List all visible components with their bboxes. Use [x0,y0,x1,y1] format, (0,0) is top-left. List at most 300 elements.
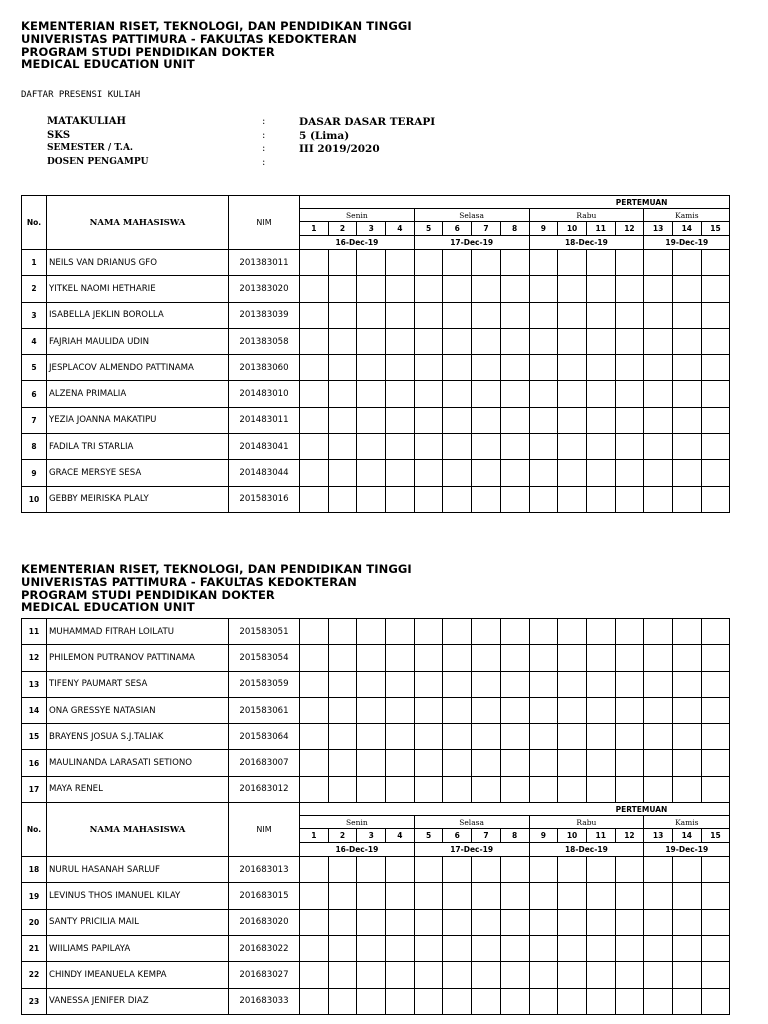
attendance-cell[interactable] [472,434,501,460]
attendance-cell[interactable] [644,381,673,407]
attendance-cell[interactable] [414,962,443,988]
attendance-cell[interactable] [386,355,415,381]
attendance-cell[interactable] [300,962,329,988]
attendance-cell[interactable] [472,724,501,750]
attendance-cell[interactable] [357,355,386,381]
attendance-cell[interactable] [472,302,501,328]
attendance-cell[interactable] [672,935,701,961]
attendance-cell[interactable] [701,724,730,750]
attendance-cell[interactable] [529,645,558,671]
attendance-cell[interactable] [386,750,415,776]
attendance-cell[interactable] [443,724,472,750]
attendance-cell[interactable] [644,988,673,1014]
attendance-cell[interactable] [443,250,472,276]
attendance-cell[interactable] [586,250,615,276]
attendance-cell[interactable] [386,328,415,354]
attendance-cell[interactable] [386,302,415,328]
attendance-cell[interactable] [500,883,529,909]
attendance-cell[interactable] [672,724,701,750]
attendance-cell[interactable] [500,645,529,671]
attendance-cell[interactable] [300,460,329,486]
attendance-cell[interactable] [472,381,501,407]
attendance-cell[interactable] [644,328,673,354]
attendance-cell[interactable] [443,883,472,909]
attendance-cell[interactable] [701,909,730,935]
attendance-cell[interactable] [558,724,587,750]
attendance-cell[interactable] [529,988,558,1014]
attendance-cell[interactable] [558,962,587,988]
attendance-cell[interactable] [443,460,472,486]
attendance-cell[interactable] [558,750,587,776]
attendance-cell[interactable] [500,750,529,776]
attendance-cell[interactable] [328,697,357,723]
attendance-cell[interactable] [644,883,673,909]
attendance-cell[interactable] [357,434,386,460]
attendance-cell[interactable] [644,276,673,302]
attendance-cell[interactable] [414,434,443,460]
attendance-cell[interactable] [615,302,644,328]
attendance-cell[interactable] [328,460,357,486]
attendance-cell[interactable] [328,407,357,433]
attendance-cell[interactable] [414,250,443,276]
attendance-cell[interactable] [414,328,443,354]
attendance-cell[interactable] [300,909,329,935]
attendance-cell[interactable] [328,381,357,407]
attendance-cell[interactable] [443,355,472,381]
attendance-cell[interactable] [443,671,472,697]
attendance-cell[interactable] [672,355,701,381]
attendance-cell[interactable] [615,381,644,407]
attendance-cell[interactable] [472,355,501,381]
attendance-cell[interactable] [357,776,386,802]
attendance-cell[interactable] [558,460,587,486]
attendance-cell[interactable] [529,381,558,407]
attendance-cell[interactable] [300,434,329,460]
attendance-cell[interactable] [558,776,587,802]
attendance-cell[interactable] [300,645,329,671]
attendance-cell[interactable] [414,302,443,328]
attendance-cell[interactable] [672,697,701,723]
attendance-cell[interactable] [443,486,472,512]
attendance-cell[interactable] [328,962,357,988]
attendance-cell[interactable] [586,883,615,909]
attendance-cell[interactable] [586,776,615,802]
attendance-cell[interactable] [472,909,501,935]
attendance-cell[interactable] [701,935,730,961]
attendance-cell[interactable] [357,909,386,935]
attendance-cell[interactable] [672,776,701,802]
attendance-cell[interactable] [414,619,443,645]
attendance-cell[interactable] [644,857,673,883]
attendance-cell[interactable] [500,724,529,750]
attendance-cell[interactable] [300,935,329,961]
attendance-cell[interactable] [357,276,386,302]
attendance-cell[interactable] [529,328,558,354]
attendance-cell[interactable] [386,381,415,407]
attendance-cell[interactable] [672,250,701,276]
attendance-cell[interactable] [701,407,730,433]
attendance-cell[interactable] [701,302,730,328]
attendance-cell[interactable] [500,671,529,697]
attendance-cell[interactable] [500,619,529,645]
attendance-cell[interactable] [644,486,673,512]
attendance-cell[interactable] [558,909,587,935]
attendance-cell[interactable] [586,434,615,460]
attendance-cell[interactable] [500,407,529,433]
attendance-cell[interactable] [357,381,386,407]
attendance-cell[interactable] [300,750,329,776]
attendance-cell[interactable] [300,697,329,723]
attendance-cell[interactable] [472,935,501,961]
attendance-cell[interactable] [328,988,357,1014]
attendance-cell[interactable] [701,883,730,909]
attendance-cell[interactable] [357,460,386,486]
attendance-cell[interactable] [500,434,529,460]
attendance-cell[interactable] [586,460,615,486]
attendance-cell[interactable] [529,671,558,697]
attendance-cell[interactable] [414,381,443,407]
attendance-cell[interactable] [472,407,501,433]
attendance-cell[interactable] [701,776,730,802]
attendance-cell[interactable] [500,486,529,512]
attendance-cell[interactable] [529,776,558,802]
attendance-cell[interactable] [529,486,558,512]
attendance-cell[interactable] [300,857,329,883]
attendance-cell[interactable] [386,460,415,486]
attendance-cell[interactable] [529,909,558,935]
attendance-cell[interactable] [558,935,587,961]
attendance-cell[interactable] [500,935,529,961]
attendance-cell[interactable] [615,883,644,909]
attendance-cell[interactable] [300,776,329,802]
attendance-cell[interactable] [414,883,443,909]
attendance-cell[interactable] [443,857,472,883]
attendance-cell[interactable] [615,935,644,961]
attendance-cell[interactable] [414,407,443,433]
attendance-cell[interactable] [443,407,472,433]
attendance-cell[interactable] [357,302,386,328]
attendance-cell[interactable] [357,407,386,433]
attendance-cell[interactable] [300,724,329,750]
attendance-cell[interactable] [672,460,701,486]
attendance-cell[interactable] [357,328,386,354]
attendance-cell[interactable] [558,988,587,1014]
attendance-cell[interactable] [443,276,472,302]
attendance-cell[interactable] [644,619,673,645]
attendance-cell[interactable] [586,857,615,883]
attendance-cell[interactable] [586,697,615,723]
attendance-cell[interactable] [558,697,587,723]
attendance-cell[interactable] [615,776,644,802]
attendance-cell[interactable] [701,250,730,276]
attendance-cell[interactable] [529,883,558,909]
attendance-cell[interactable] [472,328,501,354]
attendance-cell[interactable] [615,407,644,433]
attendance-cell[interactable] [472,250,501,276]
attendance-cell[interactable] [443,434,472,460]
attendance-cell[interactable] [586,671,615,697]
attendance-cell[interactable] [386,962,415,988]
attendance-cell[interactable] [328,671,357,697]
attendance-cell[interactable] [529,407,558,433]
attendance-cell[interactable] [672,276,701,302]
attendance-cell[interactable] [472,776,501,802]
attendance-cell[interactable] [529,250,558,276]
attendance-cell[interactable] [529,962,558,988]
attendance-cell[interactable] [558,407,587,433]
attendance-cell[interactable] [586,302,615,328]
attendance-cell[interactable] [615,276,644,302]
attendance-cell[interactable] [615,750,644,776]
attendance-cell[interactable] [644,750,673,776]
attendance-cell[interactable] [443,750,472,776]
attendance-cell[interactable] [500,857,529,883]
attendance-cell[interactable] [558,381,587,407]
attendance-cell[interactable] [615,909,644,935]
attendance-cell[interactable] [500,460,529,486]
attendance-cell[interactable] [300,355,329,381]
attendance-cell[interactable] [586,355,615,381]
attendance-cell[interactable] [672,486,701,512]
attendance-cell[interactable] [701,355,730,381]
attendance-cell[interactable] [701,962,730,988]
attendance-cell[interactable] [414,276,443,302]
attendance-cell[interactable] [558,328,587,354]
attendance-cell[interactable] [357,962,386,988]
attendance-cell[interactable] [701,276,730,302]
attendance-cell[interactable] [414,935,443,961]
attendance-cell[interactable] [529,935,558,961]
attendance-cell[interactable] [672,302,701,328]
attendance-cell[interactable] [701,619,730,645]
attendance-cell[interactable] [586,645,615,671]
attendance-cell[interactable] [615,962,644,988]
attendance-cell[interactable] [672,988,701,1014]
attendance-cell[interactable] [328,857,357,883]
attendance-cell[interactable] [644,407,673,433]
attendance-cell[interactable] [328,619,357,645]
attendance-cell[interactable] [386,724,415,750]
attendance-cell[interactable] [586,962,615,988]
attendance-cell[interactable] [701,988,730,1014]
attendance-cell[interactable] [328,645,357,671]
attendance-cell[interactable] [443,697,472,723]
attendance-cell[interactable] [386,486,415,512]
attendance-cell[interactable] [328,355,357,381]
attendance-cell[interactable] [300,302,329,328]
attendance-cell[interactable] [701,486,730,512]
attendance-cell[interactable] [558,883,587,909]
attendance-cell[interactable] [558,486,587,512]
attendance-cell[interactable] [328,935,357,961]
attendance-cell[interactable] [644,697,673,723]
attendance-cell[interactable] [300,619,329,645]
attendance-cell[interactable] [328,434,357,460]
attendance-cell[interactable] [472,962,501,988]
attendance-cell[interactable] [529,857,558,883]
attendance-cell[interactable] [300,276,329,302]
attendance-cell[interactable] [672,909,701,935]
attendance-cell[interactable] [672,750,701,776]
attendance-cell[interactable] [586,328,615,354]
attendance-cell[interactable] [529,724,558,750]
attendance-cell[interactable] [414,460,443,486]
attendance-cell[interactable] [644,645,673,671]
attendance-cell[interactable] [300,407,329,433]
attendance-cell[interactable] [558,250,587,276]
attendance-cell[interactable] [586,276,615,302]
attendance-cell[interactable] [328,883,357,909]
attendance-cell[interactable] [644,776,673,802]
attendance-cell[interactable] [328,750,357,776]
attendance-cell[interactable] [300,328,329,354]
attendance-cell[interactable] [558,857,587,883]
attendance-cell[interactable] [443,302,472,328]
attendance-cell[interactable] [615,486,644,512]
attendance-cell[interactable] [615,645,644,671]
attendance-cell[interactable] [472,486,501,512]
attendance-cell[interactable] [615,619,644,645]
attendance-cell[interactable] [414,776,443,802]
attendance-cell[interactable] [615,724,644,750]
attendance-cell[interactable] [701,697,730,723]
attendance-cell[interactable] [672,328,701,354]
attendance-cell[interactable] [558,645,587,671]
attendance-cell[interactable] [472,619,501,645]
attendance-cell[interactable] [529,355,558,381]
attendance-cell[interactable] [586,407,615,433]
attendance-cell[interactable] [443,328,472,354]
attendance-cell[interactable] [443,776,472,802]
attendance-cell[interactable] [300,988,329,1014]
attendance-cell[interactable] [558,276,587,302]
attendance-cell[interactable] [443,381,472,407]
attendance-cell[interactable] [615,328,644,354]
attendance-cell[interactable] [300,671,329,697]
attendance-cell[interactable] [386,988,415,1014]
attendance-cell[interactable] [500,909,529,935]
attendance-cell[interactable] [586,486,615,512]
attendance-cell[interactable] [500,302,529,328]
attendance-cell[interactable] [615,355,644,381]
attendance-cell[interactable] [644,434,673,460]
attendance-cell[interactable] [586,909,615,935]
attendance-cell[interactable] [672,962,701,988]
attendance-cell[interactable] [472,671,501,697]
attendance-cell[interactable] [672,671,701,697]
attendance-cell[interactable] [672,381,701,407]
attendance-cell[interactable] [615,857,644,883]
attendance-cell[interactable] [414,645,443,671]
attendance-cell[interactable] [414,355,443,381]
attendance-cell[interactable] [586,619,615,645]
attendance-cell[interactable] [357,697,386,723]
attendance-cell[interactable] [472,883,501,909]
attendance-cell[interactable] [357,857,386,883]
attendance-cell[interactable] [529,302,558,328]
attendance-cell[interactable] [701,857,730,883]
attendance-cell[interactable] [558,434,587,460]
attendance-cell[interactable] [472,460,501,486]
attendance-cell[interactable] [558,671,587,697]
attendance-cell[interactable] [672,645,701,671]
attendance-cell[interactable] [386,857,415,883]
attendance-cell[interactable] [386,883,415,909]
attendance-cell[interactable] [357,883,386,909]
attendance-cell[interactable] [586,381,615,407]
attendance-cell[interactable] [357,935,386,961]
attendance-cell[interactable] [500,962,529,988]
attendance-cell[interactable] [472,988,501,1014]
attendance-cell[interactable] [328,250,357,276]
attendance-cell[interactable] [443,909,472,935]
attendance-cell[interactable] [300,250,329,276]
attendance-cell[interactable] [644,935,673,961]
attendance-cell[interactable] [386,250,415,276]
attendance-cell[interactable] [615,988,644,1014]
attendance-cell[interactable] [328,486,357,512]
attendance-cell[interactable] [328,909,357,935]
attendance-cell[interactable] [328,276,357,302]
attendance-cell[interactable] [558,619,587,645]
attendance-cell[interactable] [644,355,673,381]
attendance-cell[interactable] [472,857,501,883]
attendance-cell[interactable] [414,857,443,883]
attendance-cell[interactable] [701,645,730,671]
attendance-cell[interactable] [386,645,415,671]
attendance-cell[interactable] [328,776,357,802]
attendance-cell[interactable] [414,671,443,697]
attendance-cell[interactable] [414,750,443,776]
attendance-cell[interactable] [644,671,673,697]
attendance-cell[interactable] [644,250,673,276]
attendance-cell[interactable] [644,962,673,988]
attendance-cell[interactable] [357,724,386,750]
attendance-cell[interactable] [357,671,386,697]
attendance-cell[interactable] [644,909,673,935]
attendance-cell[interactable] [500,328,529,354]
attendance-cell[interactable] [500,697,529,723]
attendance-cell[interactable] [386,407,415,433]
attendance-cell[interactable] [357,619,386,645]
attendance-cell[interactable] [586,988,615,1014]
attendance-cell[interactable] [386,776,415,802]
attendance-cell[interactable] [357,250,386,276]
attendance-cell[interactable] [500,250,529,276]
attendance-cell[interactable] [500,381,529,407]
attendance-cell[interactable] [586,750,615,776]
attendance-cell[interactable] [414,697,443,723]
attendance-cell[interactable] [386,697,415,723]
attendance-cell[interactable] [357,486,386,512]
attendance-cell[interactable] [529,460,558,486]
attendance-cell[interactable] [443,935,472,961]
attendance-cell[interactable] [644,302,673,328]
attendance-cell[interactable] [644,460,673,486]
attendance-cell[interactable] [472,276,501,302]
attendance-cell[interactable] [386,671,415,697]
attendance-cell[interactable] [672,619,701,645]
attendance-cell[interactable] [558,302,587,328]
attendance-cell[interactable] [472,645,501,671]
attendance-cell[interactable] [414,486,443,512]
attendance-cell[interactable] [300,486,329,512]
attendance-cell[interactable] [357,988,386,1014]
attendance-cell[interactable] [701,671,730,697]
attendance-cell[interactable] [615,671,644,697]
attendance-cell[interactable] [386,276,415,302]
attendance-cell[interactable] [529,619,558,645]
